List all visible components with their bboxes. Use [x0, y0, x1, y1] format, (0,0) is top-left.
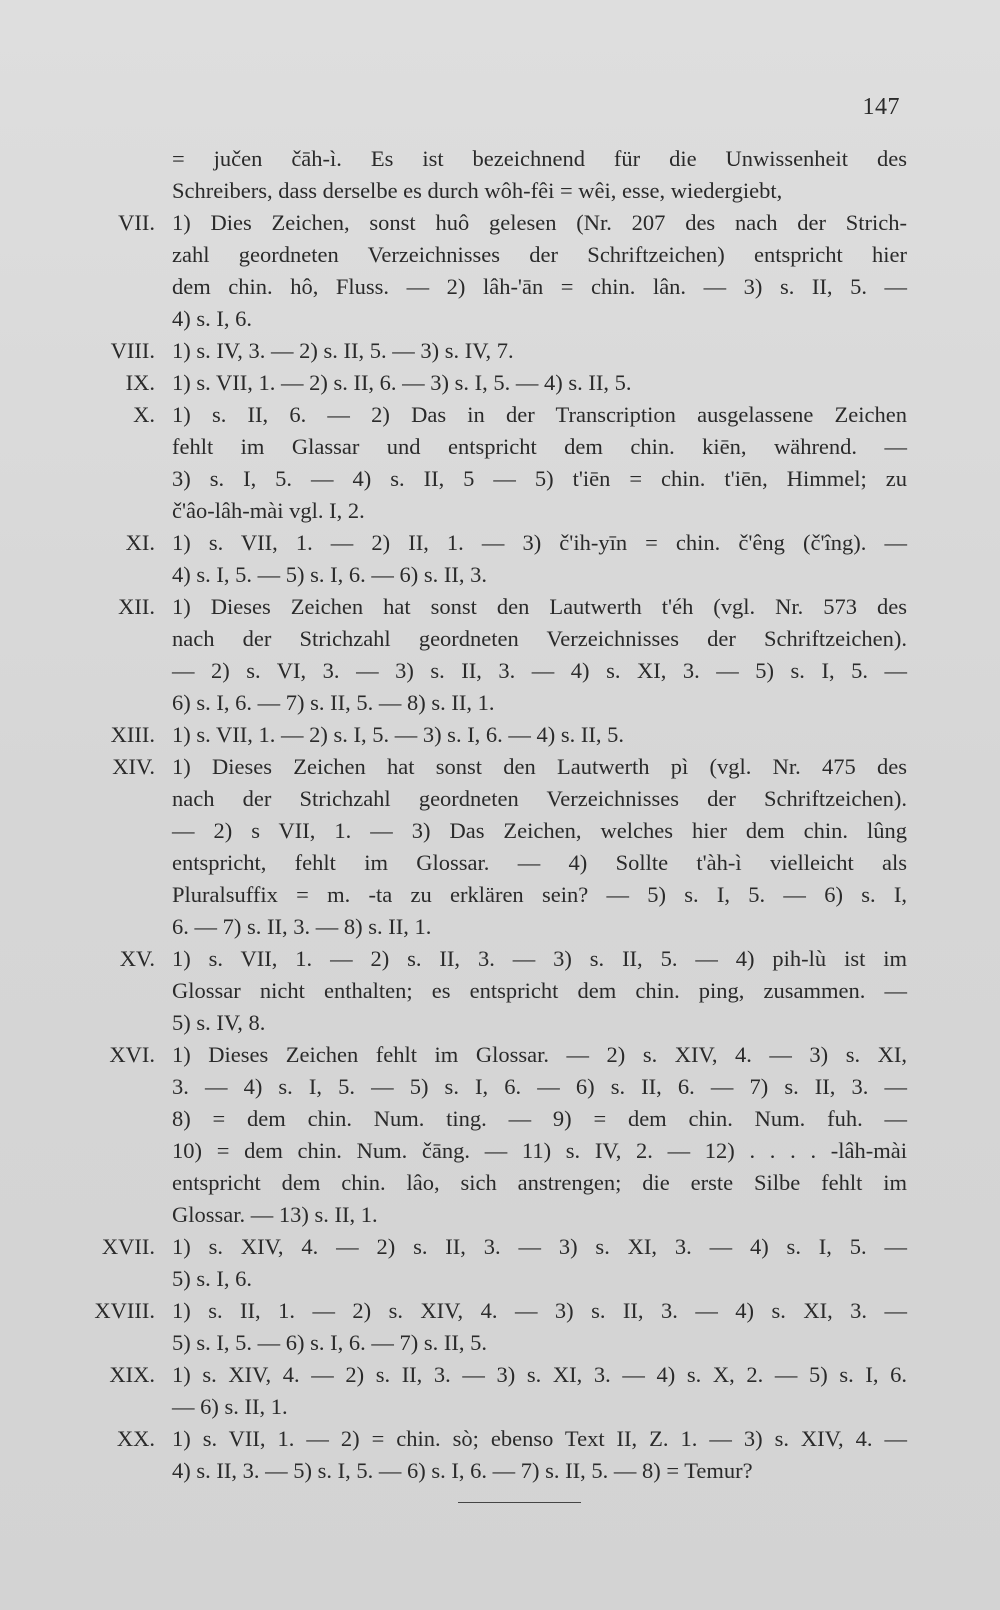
- note-line: Pluralsuffix = m. -ta zu erklären sein? — 5) s. I, 5. — 6) s. I,: [172, 882, 907, 907]
- note-numeral: XI.: [125, 530, 155, 555]
- note-entry: [0, 1359, 1000, 1423]
- note-entry: [0, 527, 1000, 591]
- note-line: 4) s. I, 5. — 5) s. I, 6. — 6) s. II, 3.: [172, 562, 487, 587]
- note-numeral: XV.: [119, 946, 155, 971]
- note-line: 5) s. I, 6.: [172, 1266, 252, 1291]
- note-line: 1) s. VII, 1. — 2) s. II, 3. — 3) s. II, 5. — 4) pih-lù ist im: [172, 946, 907, 971]
- note-numeral: XIV.: [112, 754, 155, 779]
- note-line: č'âo-lâh-mài vgl. I, 2.: [172, 498, 365, 523]
- note-line: 3) s. I, 5. — 4) s. II, 5 — 5) t'iēn = chin. t'iēn, Himmel; zu: [172, 466, 907, 491]
- note-entry: [0, 1423, 1000, 1487]
- note-line: 1) Dieses Zeichen hat sonst den Lautwerth t'éh (vgl. Nr. 573 des: [172, 594, 907, 619]
- note-line: 1) s. VII, 1. — 2) s. I, 5. — 3) s. I, 6. — 4) s. II, 5.: [172, 722, 625, 747]
- note-line: 5) s. I, 5. — 6) s. I, 6. — 7) s. II, 5.: [172, 1330, 487, 1355]
- note-line: entspricht, fehlt im Glossar. — 4) Sollte t'àh-ì vielleicht als: [172, 850, 907, 875]
- note-line: 3. — 4) s. I, 5. — 5) s. I, 6. — 6) s. II, 6. — 7) s. II, 3. —: [172, 1074, 907, 1099]
- note-entry: [0, 399, 1000, 527]
- note-numeral: XX.: [116, 1426, 155, 1451]
- note-numeral: XIX.: [109, 1362, 155, 1387]
- note-line: entspricht dem chin. lâo, sich anstrengen; die erste Silbe fehlt im: [172, 1170, 907, 1195]
- note-line: 1) s. VII, 1. — 2) II, 1. — 3) č'ih-yīn = chin. č'êng (č'îng). —: [172, 530, 907, 555]
- note-line: nach der Strichzahl geordneten Verzeichnisses der Schriftzeichen).: [172, 626, 907, 651]
- note-line: dem chin. hô, Fluss. — 2) lâh-'ān = chin. lân. — 3) s. II, 5. —: [172, 274, 907, 299]
- note-entry: [0, 751, 1000, 943]
- note-line: zahl geordneten Verzeichnisses der Schriftzeichen) entspricht hier: [172, 242, 907, 267]
- note-line: — 2) s. VI, 3. — 3) s. II, 3. — 4) s. XI, 3. — 5) s. I, 5. —: [172, 658, 907, 683]
- note-line: 1) s. VII, 1. — 2) s. II, 6. — 3) s. I, 5. — 4) s. II, 5.: [172, 370, 632, 395]
- note-line: 8) = dem chin. Num. ting. — 9) = dem chin. Num. fuh. —: [172, 1106, 907, 1131]
- note-entry: [0, 335, 1000, 367]
- note-entry: [0, 943, 1000, 1039]
- note-numeral: XII.: [118, 594, 155, 619]
- note-entry: [0, 367, 1000, 399]
- note-numeral: X.: [133, 402, 155, 427]
- note-entry: [0, 1231, 1000, 1295]
- note-line: 1) Dies Zeichen, sonst huô gelesen (Nr. 207 des nach der Strich-: [172, 210, 907, 235]
- note-line: Schreibers, dass derselbe es durch wôh-fêi = wêi, esse, wiedergiebt,: [172, 178, 783, 203]
- note-line: — 6) s. II, 1.: [172, 1394, 288, 1419]
- note-line: 5) s. IV, 8.: [172, 1010, 266, 1035]
- note-line: 1) s. XIV, 4. — 2) s. II, 3. — 3) s. XI, 3. — 4) s. I, 5. —: [172, 1234, 907, 1259]
- note-line: 4) s. I, 6.: [172, 306, 252, 331]
- note-line: 1) s. IV, 3. — 2) s. II, 5. — 3) s. IV, 7.: [172, 338, 514, 363]
- note-line: = jučen čāh-ì. Es ist bezeichnend für die Unwissenheit des: [172, 146, 907, 171]
- note-numeral: XVI.: [109, 1042, 155, 1067]
- note-line: 10) = dem chin. Num. čāng. — 11) s. IV, 2. — 12) . . . . -lâh-mài: [172, 1138, 907, 1163]
- note-entry: [0, 591, 1000, 719]
- note-line: 1) s. XIV, 4. — 2) s. II, 3. — 3) s. XI, 3. — 4) s. X, 2. — 5) s. I, 6.: [172, 1362, 907, 1387]
- note-numeral: IX.: [125, 370, 155, 395]
- footer-rule: [458, 1502, 581, 1503]
- note-line: nach der Strichzahl geordneten Verzeichnisses der Schriftzeichen).: [172, 786, 907, 811]
- note-line: 6. — 7) s. II, 3. — 8) s. II, 1.: [172, 914, 432, 939]
- note-line: fehlt im Glassar und entspricht dem chin. kiēn, während. —: [172, 434, 907, 459]
- note-line: Glossar. — 13) s. II, 1.: [172, 1202, 378, 1227]
- page-number: 147: [862, 94, 900, 120]
- note-numeral: XVII.: [101, 1234, 155, 1259]
- note-numeral: VII.: [118, 210, 155, 235]
- note-entry: [0, 1039, 1000, 1231]
- note-numeral: VIII.: [110, 338, 155, 363]
- note-entry: [0, 143, 1000, 207]
- note-entry: [0, 1295, 1000, 1359]
- note-line: 1) s. II, 1. — 2) s. XIV, 4. — 3) s. II, 3. — 4) s. XI, 3. —: [172, 1298, 907, 1323]
- note-entry: [0, 719, 1000, 751]
- note-entry: [0, 207, 1000, 335]
- note-numeral: XIII.: [110, 722, 155, 747]
- note-line: 1) Dieses Zeichen fehlt im Glossar. — 2) s. XIV, 4. — 3) s. XI,: [172, 1042, 907, 1067]
- note-numeral: XVIII.: [94, 1298, 155, 1323]
- note-line: 4) s. II, 3. — 5) s. I, 5. — 6) s. I, 6. — 7) s. II, 5. — 8) = Temur?: [172, 1458, 753, 1483]
- note-line: — 2) s VII, 1. — 3) Das Zeichen, welches hier dem chin. lûng: [172, 818, 907, 843]
- note-line: 6) s. I, 6. — 7) s. II, 5. — 8) s. II, 1.: [172, 690, 495, 715]
- note-line: 1) s. II, 6. — 2) Das in der Transcription ausgelassene Zeichen: [172, 402, 907, 427]
- note-line: Glossar nicht enthalten; es entspricht dem chin. ping, zusammen. —: [172, 978, 907, 1003]
- note-line: 1) s. VII, 1. — 2) = chin. sò; ebenso Text II, Z. 1. — 3) s. XIV, 4. —: [172, 1426, 907, 1451]
- note-line: 1) Dieses Zeichen hat sonst den Lautwerth pì (vgl. Nr. 475 des: [172, 754, 907, 779]
